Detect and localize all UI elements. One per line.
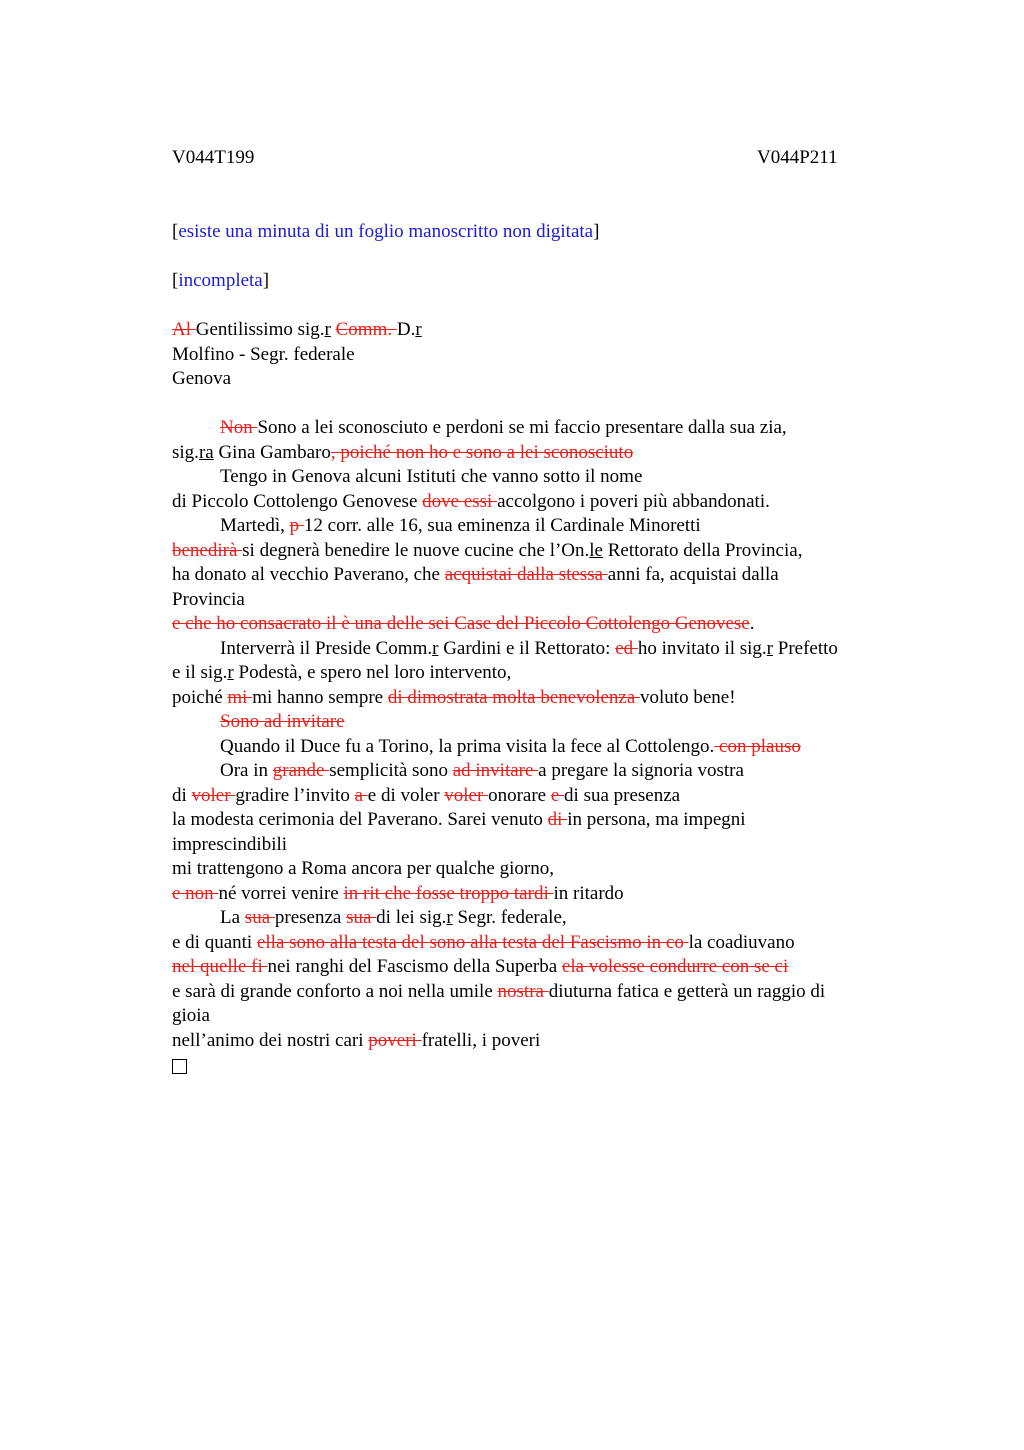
editorial-note: [incompleta] xyxy=(172,270,270,291)
address-line: Genova xyxy=(172,368,232,389)
text-line: mi trattengono a Roma ancora per qualche giorno, xyxy=(172,858,554,879)
text-line: Tengo in Genova alcuni Istituti che vanno sotto il nome xyxy=(220,466,643,487)
text-line: Provincia xyxy=(172,588,245,610)
address-line: Al Gentilissimo sig.r Comm. D.r xyxy=(172,319,422,340)
text-line: di voler gradire l’invito a e di voler voler onorare e di sua presenza xyxy=(172,784,681,806)
text-line: poiché mi mi hanno sempre di dimostrata molta benevolenza voluto bene! xyxy=(172,686,736,708)
letter-body xyxy=(172,220,902,1082)
text-line: nel quelle fi nei ranghi del Fascismo della Superba ela volesse condurre con se ci xyxy=(172,956,789,977)
text-line: e di quanti ella sono alla testa del sono alla testa del Fascismo in co la coadiuvano xyxy=(172,931,795,953)
text-line: ha donato al vecchio Paverano, che acquistai dalla stessa anni fa, acquistai dalla xyxy=(172,564,779,585)
document-code-left: V044T199 xyxy=(172,147,255,168)
text-line: Ora in grande semplicità sono ad invitare a pregare la signoria vostra xyxy=(220,760,744,781)
text-line: Interverrà il Preside Comm.r Gardini e il Rettorato: ed ho invitato il sig.r Prefetto xyxy=(220,637,838,659)
text-line: Quando il Duce fu a Torino, la prima visita la fece al Cottolengo. con plauso xyxy=(220,735,801,757)
text-line: e non né vorrei venire in rit che fosse troppo tardi in ritardo xyxy=(172,882,624,904)
text-line: imprescindibili xyxy=(172,833,288,855)
text-line: La sua presenza sua di lei sig.r Segr. federale, xyxy=(220,907,567,928)
text-line: benedirà si degnerà benedire le nuove cucine che l’On.le Rettorato della Provincia, xyxy=(172,539,803,561)
text-line: e il sig.r Podestà, e spero nel loro intervento, xyxy=(172,662,512,683)
text-line: Sono ad invitare xyxy=(220,711,345,732)
text-line: gioia xyxy=(172,1005,210,1026)
text-line: e che ho consacrato il è una delle sei Case del Piccolo Cottolengo Genovese. xyxy=(172,613,755,634)
text-line: di Piccolo Cottolengo Genovese dove essi accolgono i poveri più abbandonati. xyxy=(172,490,770,512)
text-line: Non Sono a lei sconosciuto e perdoni se mi faccio presentare dalla sua zia, xyxy=(220,417,787,438)
text-line: sig.ra Gina Gambaro, poiché non ho e sono a lei sconosciuto xyxy=(172,441,634,463)
text-line: Martedì, p 12 corr. alle 16, sua eminenza il Cardinale Minoretti xyxy=(220,515,701,536)
text-line: e sarà di grande conforto a noi nella umile nostra diuturna fatica e getterà un raggio di xyxy=(172,980,826,1002)
document-code-right: V044P211 xyxy=(757,147,838,168)
address-line: Molfino - Segr. federale xyxy=(172,343,355,365)
editorial-note: [esiste una minuta di un foglio manoscritto non digitata] xyxy=(172,221,600,242)
end-box-icon xyxy=(172,1053,902,1082)
text-line: la modesta cerimonia del Paverano. Sarei venuto di in persona, ma impegni xyxy=(172,809,746,830)
text-line: nell’animo dei nostri cari poveri fratelli, i poveri xyxy=(172,1029,541,1051)
